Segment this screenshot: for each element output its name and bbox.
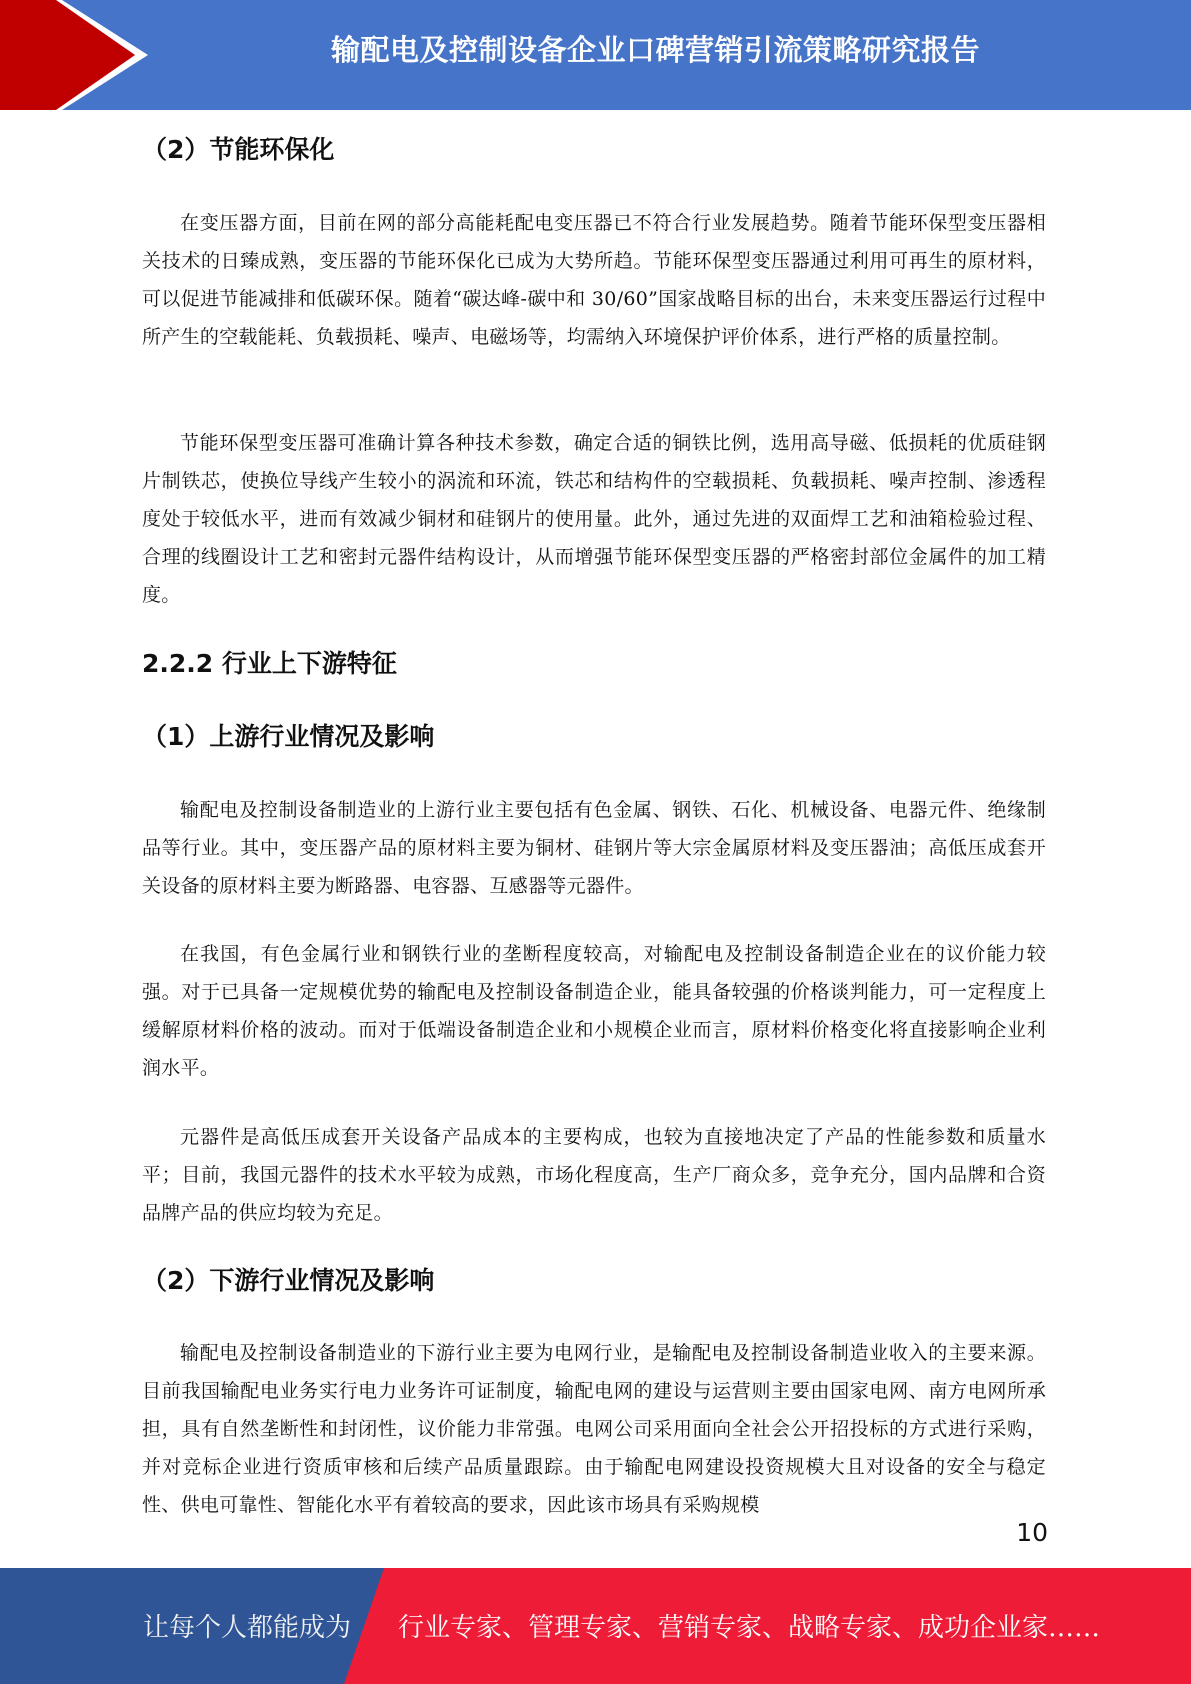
paragraph: 元器件是高低压成套开关设备产品成本的主要构成，也较为直接地决定了产品的性能参数和质量水平；目前，我国元器件的技术水平较为成熟，市场化程度高，生产厂商众多，竞争充分，国内品牌和合资品牌产品的供应均较为充足。 (142, 1126, 1046, 1224)
header-chevron-icon (0, 0, 200, 110)
section-heading-value-chain: 2.2.2 行业上下游特征 (142, 649, 397, 678)
paragraph: 输配电及控制设备制造业的上游行业主要包括有色金属、钢铁、石化、机械设备、电器元件、绝缘制品等行业。其中，变压器产品的原材料主要为铜材、硅钢片等大宗金属原材料及变压器油；高低压成套开关设备的原材料主要为断路器、电容器、互感器等元器件。 (142, 799, 1046, 897)
section-heading-upstream: （1）上游行业情况及影响 (142, 722, 435, 751)
section-heading-downstream: （2）下游行业情况及影响 (142, 1266, 435, 1295)
paragraph: 在变压器方面，目前在网的部分高能耗配电变压器已不符合行业发展趋势。随着节能环保型变压器相关技术的日臻成熟，变压器的节能环保化已成为大势所趋。节能环保型变压器通过利用可再生的原材料，可以促进节能减排和低碳环保。随着“碳达峰-碳中和 30/60”国家战略目标的出台，未来变压器运行过程中所产生的空载能耗、负载损耗、噪声、电磁场等，均需纳入环境保护评价体系，进行严格的质量控制。 (142, 212, 1046, 348)
footer-slogan-left: 让每个人都能成为 (143, 1613, 352, 1643)
page-footer (0, 1568, 1191, 1684)
paragraph: 节能环保型变压器可准确计算各种技术参数，确定合适的铜铁比例，选用高导磁、低损耗的优质硅钢片制铁芯，使换位导线产生较小的涡流和环流，铁芯和结构件的空载损耗、负载损耗、噪声控制、渗透程度处于较低水平，进而有效减少铜材和硅钢片的使用量。此外，通过先进的双面焊工艺和油箱检验过程、合理的线圈设计工艺和密封元器件结构设计，从而增强节能环保型变压器的严格密封部位金属件的加工精度。 (142, 432, 1046, 606)
paragraph: 输配电及控制设备制造业的下游行业主要为电网行业，是输配电及控制设备制造业收入的主要来源。目前我国输配电业务实行电力业务许可证制度，输配电网的建设与运营则主要由国家电网、南方电网所承担，具有自然垄断性和封闭性，议价能力非常强。电网公司采用面向全社会公开招投标的方式进行采购，并对竞标企业进行资质审核和后续产品质量跟踪。由于输配电网建设投资规模大且对设备的安全与稳定性、供电可靠性、智能化水平有着较高的要求，因此该市场具有采购规模 (142, 1342, 1046, 1516)
page-header (0, 0, 1191, 110)
footer-slogan-right: 行业专家、管理专家、营销专家、战略专家、成功企业家…… (398, 1613, 1101, 1643)
page-number: 10 (1016, 1518, 1048, 1547)
paragraph: 在我国，有色金属行业和钢铁行业的垄断程度较高，对输配电及控制设备制造企业在的议价能力较强。对于已具备一定规模优势的输配电及控制设备制造企业，能具备较强的价格谈判能力，可一定程度上缓解原材料价格的波动。而对于低端设备制造企业和小规模企业而言，原材料价格变化将直接影响企业利润水平。 (142, 943, 1046, 1079)
report-title: 输配电及控制设备企业口碑营销引流策略研究报告 (330, 33, 980, 67)
section-heading-energy-saving: （2）节能环保化 (142, 135, 335, 164)
